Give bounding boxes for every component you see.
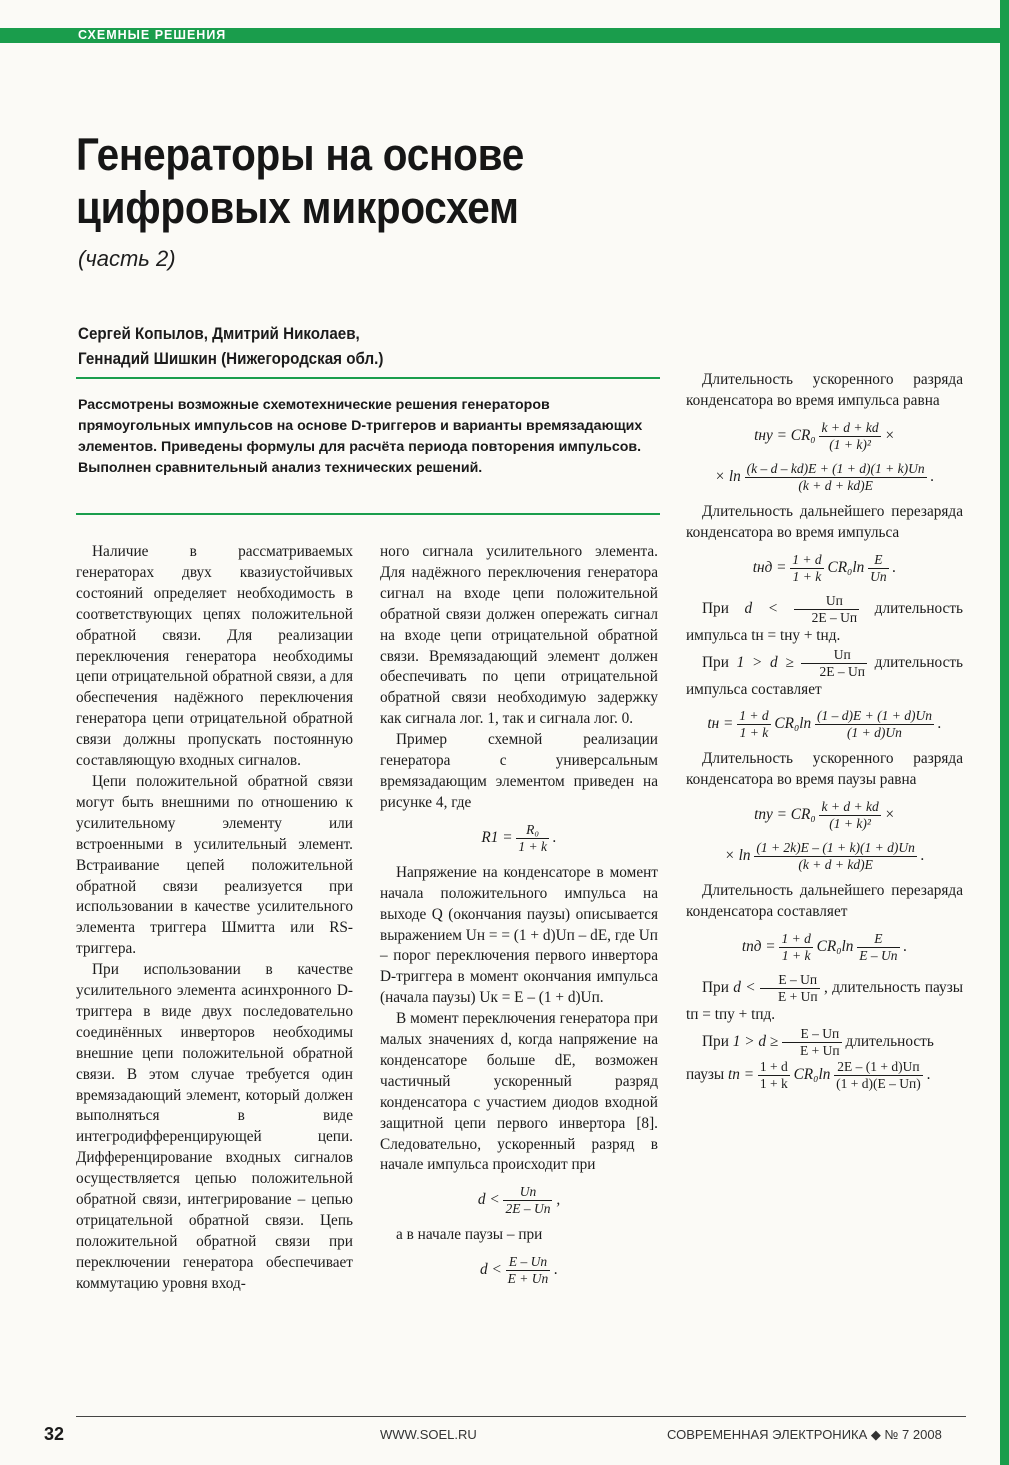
formula-tnd [686, 552, 963, 585]
title-line-1: Генераторы на основе [76, 129, 524, 180]
formula-tpu-log [686, 840, 963, 873]
formula-tail: , [556, 1191, 561, 1209]
article-title [76, 128, 634, 234]
numerator: (1 + 2k)E – (1 + k)(1 + d)Uп [756, 840, 915, 856]
fraction [758, 1059, 790, 1092]
formula-tail: × [884, 426, 895, 444]
formula-lhs: tн = [707, 715, 734, 733]
fraction [834, 1059, 923, 1092]
fraction [503, 1184, 552, 1217]
inline-formula-lhs: d < [733, 979, 756, 997]
formula-lhs: tнд = [752, 558, 787, 576]
numerator: E – Uп [778, 972, 818, 988]
numerator: 2E – (1 + d)Uп [837, 1058, 920, 1074]
denominator: (1 + d)Uп [815, 724, 934, 741]
paragraph: Длительность ускоренного разряда конденсатора во время импульса равна [686, 371, 963, 409]
authors-line-2: Геннадий Шишкин (Нижегородская обл.) [78, 350, 384, 368]
formula-tpu [686, 799, 963, 832]
authors [78, 322, 621, 372]
text-run: , длительность паузы tп = tпу + tпд. [686, 979, 964, 1024]
body-column-3 [686, 370, 963, 1092]
formula-r1 [380, 822, 658, 855]
formula-tail: . [892, 558, 897, 576]
fraction [737, 708, 770, 741]
numerator: E [874, 931, 883, 947]
numerator: Uп [519, 1184, 537, 1200]
denominator: E – Uп [859, 948, 898, 964]
inline-formula-lhs: d < [744, 599, 779, 617]
fraction [794, 593, 859, 626]
numerator: E [874, 551, 883, 567]
denominator: (1 + d)(E – Uп) [836, 1075, 921, 1091]
denominator: 2E – Uп [505, 1201, 551, 1217]
text-run: При [702, 653, 729, 671]
formula-lhs: d < [480, 1261, 502, 1279]
page-edge-strip [1000, 0, 1009, 1465]
text-run: При [702, 1032, 729, 1050]
formula-d-pulse [380, 1184, 658, 1217]
text-run: При [702, 599, 729, 617]
inline-formula-lhs: 1 > d ≥ [736, 653, 794, 671]
abstract-bottom-rule [76, 513, 660, 515]
formula-tpd [686, 931, 963, 964]
denominator: (1 + k)² [819, 436, 880, 453]
formula-tail: × [884, 806, 895, 824]
numerator: Uп [825, 592, 843, 608]
denominator: (k + d + kd)E [754, 856, 917, 873]
formula-lhs: × ln [724, 847, 751, 865]
formula-tn [686, 708, 963, 741]
denominator: 2E – Uп [794, 609, 859, 626]
formula-tail: . [554, 1261, 558, 1279]
formula-tail: . [926, 1065, 931, 1083]
numerator: Uп [833, 646, 851, 662]
fraction [819, 799, 880, 832]
formula-tail: . [903, 938, 908, 956]
denominator: 1 + k [759, 1075, 788, 1091]
denominator: 1 + k [790, 568, 823, 585]
paragraph: Напряжение на конденсаторе в момент начала положительного импульса на выходе Q (окончания паузы) описывается выражением Uн = = (1 + d)Uп – dE, где Uп – порог переключения первого инвертора D-триггера в момент окончания импульса (начала паузы) Uк = E – (1 + d)Uп. [380, 863, 658, 1007]
fraction [857, 931, 899, 964]
paragraph: В момент переключения генератора при малых значениях d, когда напряжение на конденсаторе больше dE, возможен частичный ускоренный разряд конденсатора с участием диодов входной защитной цепи первого инвертора [8]. Следовательно, ускоренный разряд в начале импульса происходит при [380, 1010, 658, 1174]
fraction [754, 840, 917, 873]
fraction [790, 552, 823, 585]
paragraph [686, 972, 963, 1026]
footer-rule [76, 1416, 966, 1417]
text-run: паузы [686, 1065, 725, 1083]
denominator: 1 + k [737, 724, 770, 741]
denominator: 2E – Uп [801, 663, 866, 680]
abstract: Рассмотрены возможные схемотехнические решения генераторов прямоугольных импульсов на основе D-триггеров и варианты времязадающих элементов. Приведены формулы для расчёта периода повторения импульсов. Выполнен сравнительный анализ технических решений. [78, 397, 643, 476]
paragraph: Длительность дальнейшего перезаряда конденсатора составляет [686, 882, 963, 921]
fraction [782, 1026, 842, 1059]
fraction [868, 552, 889, 585]
numerator: 1 + d [739, 708, 769, 724]
denominator: E + Uп [760, 988, 820, 1005]
formula-lhs: × ln [714, 467, 741, 485]
formula-lhs: tну = CR₀ [754, 426, 816, 444]
paragraph: Длительность дальнейшего перезаряда конденсатора во время импульса [686, 502, 963, 541]
text-run: длительность импульса составляет [686, 653, 964, 698]
denominator: Uп [870, 568, 887, 584]
denominator: E + Uп [507, 1271, 549, 1287]
numerator: R₀ [526, 821, 540, 837]
paragraph [686, 647, 963, 701]
denominator: 1 + k [779, 947, 812, 964]
paragraph: ного сигнала усилительного элемента. Для надёжного переключения генератора сигнал на входе цепи положительной обратной связи должен опережать сигнал на входе цепи отрицательной обратной связи. Времязадающий элемент должен обеспечивать по цепи отрицательной обратной связи необходимую задержку как сигнала лог. 1, так и сигнала лог. 0. [380, 543, 658, 728]
fraction [516, 822, 549, 855]
paragraph [686, 593, 963, 647]
formula-lhs: tпд = [741, 938, 776, 956]
numerator: k + d + kd [821, 799, 879, 815]
fraction [801, 647, 866, 680]
fraction [779, 931, 812, 964]
formula-lhs: d < [477, 1191, 500, 1209]
paragraph: а в начале паузы – при [396, 1226, 543, 1244]
text-run: При [702, 979, 729, 997]
fraction [819, 420, 880, 453]
text-run: длительность импульса tн = tну + tнд. [686, 599, 964, 644]
fraction [506, 1254, 551, 1287]
formula-mid: CR₀ln [793, 1065, 831, 1083]
paragraph: Пример схемной реализации генератора с универсальным времязадающим элементом приведен на рисунке 4, где [380, 731, 658, 811]
title-line-2: цифровых микросхем [76, 182, 519, 233]
denominator: E + Uп [782, 1042, 842, 1059]
formula-d-pause [380, 1254, 658, 1287]
fraction [745, 461, 927, 494]
page-footer [0, 1424, 1009, 1448]
fraction [760, 972, 820, 1005]
numerator: 1 + d [792, 551, 822, 567]
journal-issue: СОВРЕМЕННАЯ ЭЛЕКТРОНИКА ◆ № 7 2008 [667, 1427, 942, 1442]
formula-tail: . [937, 715, 942, 733]
body-column-1 [76, 542, 353, 1295]
denominator: (k + d + kd)E [745, 477, 927, 494]
page-number: 32 [44, 1424, 65, 1444]
numerator: E – Uп [800, 1025, 840, 1041]
numerator: (k – d – kd)E + (1 + d)(1 + k)Uп [746, 460, 925, 476]
formula-lhs: tпу = CR₀ [754, 806, 816, 824]
paragraph [686, 1059, 963, 1092]
paragraph: Длительность ускоренного разряда конденсатора во время паузы равна [686, 750, 963, 789]
inline-formula-lhs: tп = [728, 1065, 755, 1083]
numerator: E – Uп [508, 1254, 548, 1270]
paragraph: Цепи положительной обратной связи могут быть внешними по отношению к усилительному элементу или встроенными в усилительный элемент. Встраивание цепей положительной обратной связи реализуется при использовании в качестве усилительного элемента триггера Шмитта или RS-триггера. [76, 772, 353, 958]
paragraph: При использовании в качестве усилительного элемента асинхронного D-триггера в виде двух последовательно соединённых инверторов необходимы внешние цепи положительной обратной связи. В этом случае требуется один времязадающий элемент, который должен выполняться в виде интегродифференцирующей цепи. Дифференцирование входных сигналов осуществляется цепью положительной обратной связи, интегрирование – цепью отрицательной обратной связи. Цепь положительной обратной связи при переключении генератора обеспечивает коммутацию уровня вход- [76, 961, 353, 1292]
formula-mid: CR₀ln [816, 938, 854, 956]
numerator: k + d + kd [821, 419, 879, 435]
numerator: 1 + d [759, 1058, 788, 1074]
formula-tail: . [930, 467, 935, 485]
numerator: 1 + d [781, 931, 811, 947]
numerator: (1 – d)E + (1 + d)Uп [817, 708, 932, 724]
denominator: 1 + k [518, 838, 547, 854]
paragraph: Наличие в рассматриваемых генераторах двух квазиустойчивых состояний определяет необходимость в соответствующих цепях положительной обратной связи. Для реализации переключения генератора необходимы цепи отрицательной обратной связи, а для обеспечения надёжного переключения генератора цепи отрицательной обратной связи должны пропускать постоянную составляющую входных сигналов. [76, 543, 353, 770]
text-run: длительность [845, 1032, 934, 1050]
authors-line-1: Сергей Копылов, Дмитрий Николаев, [78, 325, 360, 343]
abstract-top-rule [76, 377, 660, 379]
formula-tail: . [552, 828, 557, 846]
formula-mid: CR₀ln [774, 715, 812, 733]
paragraph [686, 1026, 963, 1059]
fraction [815, 708, 934, 741]
formula-lhs: R1 = [481, 828, 513, 846]
formula-tnu [686, 420, 963, 453]
website-link[interactable]: WWW.SOEL.RU [380, 1427, 477, 1442]
formula-tail: . [920, 847, 925, 865]
formula-tnu-log [686, 461, 963, 494]
formula-mid: CR₀ln [827, 558, 865, 576]
denominator: (1 + k)² [819, 815, 880, 832]
inline-formula-lhs: 1 > d ≥ [732, 1032, 779, 1050]
body-column-2 [380, 542, 658, 1295]
article-part: (часть 2) [78, 246, 176, 271]
section-label: СХЕМНЫЕ РЕШЕНИЯ [78, 28, 227, 42]
